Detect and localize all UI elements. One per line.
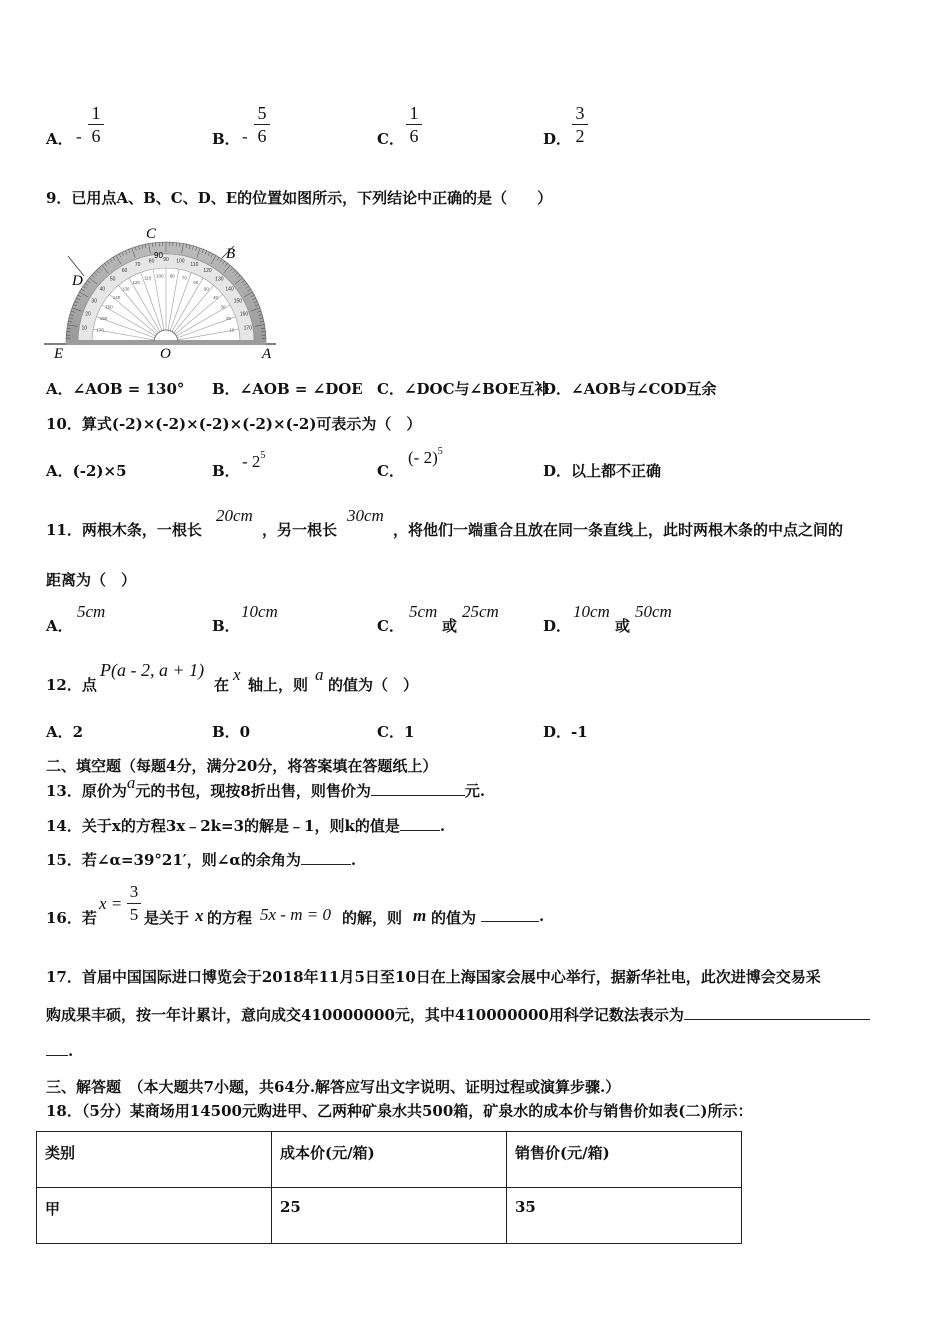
q16-var-m: m: [413, 906, 427, 925]
protractor-radial-line: [175, 294, 222, 334]
fraction-denominator: 6: [409, 126, 419, 146]
q13-stem-part3: 元.: [464, 782, 486, 800]
fraction-numerator: 3: [129, 882, 139, 901]
q11-option-d-value-1: 10cm: [573, 602, 610, 621]
protractor-outer-number: 140: [225, 286, 234, 293]
q11-option-b-value: 10cm: [241, 602, 278, 621]
q16-stem-part1: 16．若: [46, 909, 97, 927]
protractor-inner-number: 140: [112, 294, 121, 300]
q9-option-b: B．∠AOB = ∠DOE: [212, 380, 363, 398]
q9-option-d: D．∠AOB与∠COD互余: [543, 380, 717, 398]
protractor-inner-number: 80: [169, 273, 175, 279]
q16-fraction: [127, 882, 141, 925]
q17-line-1: 17．首届中国国际进口博览会于2018年11月5日至10日在上海国家会展中心举行，据新华社电，此次进博会交易采: [46, 968, 821, 986]
q14-answer-blank[interactable]: [400, 830, 440, 831]
q12-stem-part1: 12．点: [46, 676, 97, 694]
q13-stem-part1: 13．原价为: [46, 782, 127, 800]
q8-option-d-letter: D．: [543, 130, 572, 148]
q9-option-c: C．∠DOC与∠BOE互补: [377, 380, 550, 398]
q11-length-2: 30cm: [347, 506, 384, 525]
protractor-inner-number: 60: [193, 280, 199, 286]
q11-option-c-or: 或: [442, 617, 458, 635]
q10-option-a: A．(-2)×5: [46, 462, 127, 480]
q12-stem-part2: 在: [214, 676, 230, 694]
q8-option-a-fraction: [88, 103, 104, 146]
q10-option-b-exponent: 5: [260, 450, 266, 461]
q12-option-a: A．2: [46, 723, 84, 741]
protractor-outer-number: 30: [91, 298, 97, 305]
q16-stem-part5: 的值为: [431, 909, 477, 927]
q16-answer-blank[interactable]: [481, 921, 539, 922]
q11-option-a-letter: A．: [46, 617, 73, 635]
q13: [46, 773, 486, 801]
protractor-inner-number: 110: [144, 275, 152, 281]
q12-stem-part4: 的值为（ ）: [328, 676, 419, 694]
q12-stem-part3: 轴上，则: [248, 676, 309, 694]
q12-axis-var: x: [233, 665, 241, 684]
point-label-d: D: [72, 273, 83, 289]
protractor-inner-number: 40: [213, 294, 219, 300]
q18-price-table: [36, 1131, 742, 1244]
q13-var-a: a: [126, 773, 136, 792]
q17-line-2-text: 购成果丰硕，按一年计累计，意向成交410000000元，其中410000000用科学记数法表示为: [46, 1006, 684, 1024]
q10-option-c-base: (- 2): [408, 448, 438, 467]
table-header-cell: 类别: [37, 1132, 272, 1188]
point-label-o: O: [160, 346, 171, 361]
q10-option-c-expr: [408, 448, 443, 468]
protractor-inner-number: 160: [99, 315, 108, 321]
q11-option-d-value-2: 50cm: [635, 602, 672, 621]
q16-x-eq: x =: [99, 894, 123, 913]
protractor-outer-number: 110: [190, 262, 199, 269]
q11-option-d-or: 或: [615, 617, 631, 635]
q10-option-d: D．以上都不正确: [543, 462, 662, 480]
protractor-outer-number: 80: [148, 258, 155, 265]
protractor-inner-number: 100: [156, 273, 164, 279]
fraction-denominator: 2: [575, 126, 585, 146]
q14-end: .: [439, 817, 446, 835]
q16-var-x: x: [195, 906, 204, 925]
protractor-inner-number: 170: [96, 327, 104, 333]
q11-stem-part3: ，将他们一端重合且放在同一条直线上，此时两根木条的中点之间的: [393, 521, 844, 539]
q8-option-c-fraction: [406, 103, 422, 146]
table-header-row: [37, 1132, 742, 1188]
q12-option-b: B．0: [212, 723, 251, 741]
protractor-base-bar: [66, 340, 266, 345]
q11-stem-part4: 距离为（ ）: [46, 571, 137, 589]
fraction-numerator: 1: [409, 103, 419, 123]
q16-equation: 5x - m = 0: [260, 905, 331, 924]
protractor-inner-number: 70: [181, 275, 187, 281]
q10-option-c-letter: C．: [377, 462, 404, 480]
protractor-inner-number: 130: [121, 286, 130, 292]
q15-answer-blank[interactable]: [301, 864, 351, 865]
protractor-inner-number: 50: [203, 286, 209, 292]
q10-option-b-letter: B．: [212, 462, 240, 480]
protractor-outer-number: 60: [121, 268, 128, 275]
q15-end: .: [350, 851, 357, 869]
protractor-figure: [44, 216, 284, 361]
q14-stem: 14．关于x的方程3x﹣2k=3的解是﹣1，则k的值是: [46, 817, 400, 835]
q11-stem-part2: ，另一根长: [262, 521, 338, 539]
q16-end: .: [539, 907, 545, 925]
protractor-outer-number: 20: [85, 311, 91, 318]
protractor-radial-line: [174, 285, 214, 332]
q11-length-1: 20cm: [216, 506, 253, 525]
q15-stem: 15．若∠α=39°21′，则∠α的余角为: [46, 851, 301, 869]
protractor-outer-number: 170: [243, 325, 252, 332]
protractor-outer-number: 150: [233, 298, 243, 305]
q8-option-b-sign: -: [242, 127, 248, 146]
protractor-inner-number: 150: [105, 304, 113, 310]
protractor-inner-number: 120: [132, 280, 140, 286]
fraction-denominator: 5: [129, 905, 139, 924]
table-cell: 35: [507, 1188, 742, 1244]
protractor-radial-line: [118, 285, 158, 332]
q8-option-b-fraction: [254, 103, 270, 146]
protractor-inner-number: 30: [220, 304, 226, 310]
q8-option-a-sign: -: [76, 127, 82, 146]
point-label-b: B: [226, 246, 236, 262]
q8-option-b-letter: B．: [212, 130, 240, 148]
q12-option-c: C．1: [377, 723, 415, 741]
q10-option-b-expr: [242, 452, 265, 472]
section-2-heading: 二、填空题（每题4分，满分20分，将答案填在答题纸上）: [46, 757, 438, 775]
table-cell: 25: [272, 1188, 507, 1244]
protractor-outer-number: 90: [163, 257, 169, 263]
q12-var-a: a: [315, 665, 324, 684]
protractor-radial-line: [109, 294, 156, 334]
fraction-numerator: 1: [91, 103, 101, 123]
protractor-outer-number: 10: [81, 325, 88, 332]
q11-option-a-value: 5cm: [77, 602, 106, 621]
q8-option-d-fraction: [572, 103, 588, 146]
protractor-outer-number: 130: [215, 276, 224, 283]
protractor-outer-number: 120: [203, 268, 212, 275]
protractor-outer-number: 70: [134, 262, 141, 269]
protractor-inner-number: 10: [229, 327, 235, 333]
section-3-heading: 三、解答题 （本大题共7小题，共64分.解答应写出文字说明、证明过程或演算步骤.）: [46, 1078, 621, 1096]
q11-option-c-letter: C．: [377, 617, 404, 635]
tick-90-label: 90: [154, 251, 163, 260]
q8-option-c-letter: C．: [377, 130, 404, 148]
q8-option-a-letter: A．: [46, 130, 73, 148]
q10-option-b-base: - 2: [242, 452, 261, 471]
protractor-inner-number: 20: [225, 315, 231, 321]
table-header-cell: 销售价(元/箱): [507, 1132, 742, 1188]
q11-option-b-letter: B．: [212, 617, 240, 635]
q16-stem-part2: 是关于: [144, 909, 190, 927]
q13-answer-blank[interactable]: [371, 795, 465, 796]
q15: [46, 849, 356, 870]
fraction-numerator: 5: [257, 103, 267, 123]
fraction-numerator: 3: [575, 103, 585, 123]
q18-stem: 18．（5分）某商场用14500元购进甲、乙两种矿泉水共500箱，矿泉水的成本价与销售价如表(二)所示：: [46, 1102, 753, 1120]
q17-line-3: [46, 1042, 73, 1060]
q17-line-2: [46, 1004, 870, 1025]
q10-stem: 10．算式(-2)×(-2)×(-2)×(-2)×(-2)可表示为（ ）: [46, 415, 422, 433]
q11-option-c-value-2: 25cm: [462, 602, 499, 621]
q9-option-a: A．∠AOB = 130°: [46, 380, 185, 398]
point-label-e: E: [54, 346, 64, 361]
protractor-outer-number: 100: [176, 258, 185, 265]
q17-answer-blank[interactable]: [684, 1019, 870, 1020]
fraction-denominator: 6: [257, 126, 267, 146]
q17-end: .: [68, 1042, 74, 1060]
q10-option-c-exponent: 5: [437, 446, 443, 457]
fraction-denominator: 6: [91, 126, 101, 146]
q11-option-c-value-1: 5cm: [409, 602, 438, 621]
protractor-outer-number: 50: [109, 276, 116, 283]
protractor-outer-number: 40: [99, 286, 106, 293]
protractor-outer-number: 160: [239, 311, 249, 318]
table-header-cell: 成本价(元/箱): [272, 1132, 507, 1188]
point-label-c: C: [146, 226, 157, 242]
q12-point: P(a - 2, a + 1): [100, 660, 205, 680]
table-row: [37, 1188, 742, 1244]
table-cell: 甲: [37, 1188, 272, 1244]
q16-stem-part4: 的解，则: [342, 909, 403, 927]
q12-option-d: D．-1: [543, 723, 588, 741]
q17-answer-blank-continued[interactable]: [46, 1055, 68, 1056]
q14: [46, 815, 445, 836]
q16-stem-part3: 的方程: [207, 909, 253, 927]
point-label-a: A: [262, 346, 272, 361]
q9-stem: 9．已用点A、B、C、D、E的位置如图所示，下列结论中正确的是（ ）: [46, 189, 553, 207]
q11-option-d-letter: D．: [543, 617, 572, 635]
q13-stem-part2: 元的书包，现按8折出售，则售价为: [135, 782, 371, 800]
q11-stem-part1: 11．两根木条，一根长: [46, 521, 202, 539]
